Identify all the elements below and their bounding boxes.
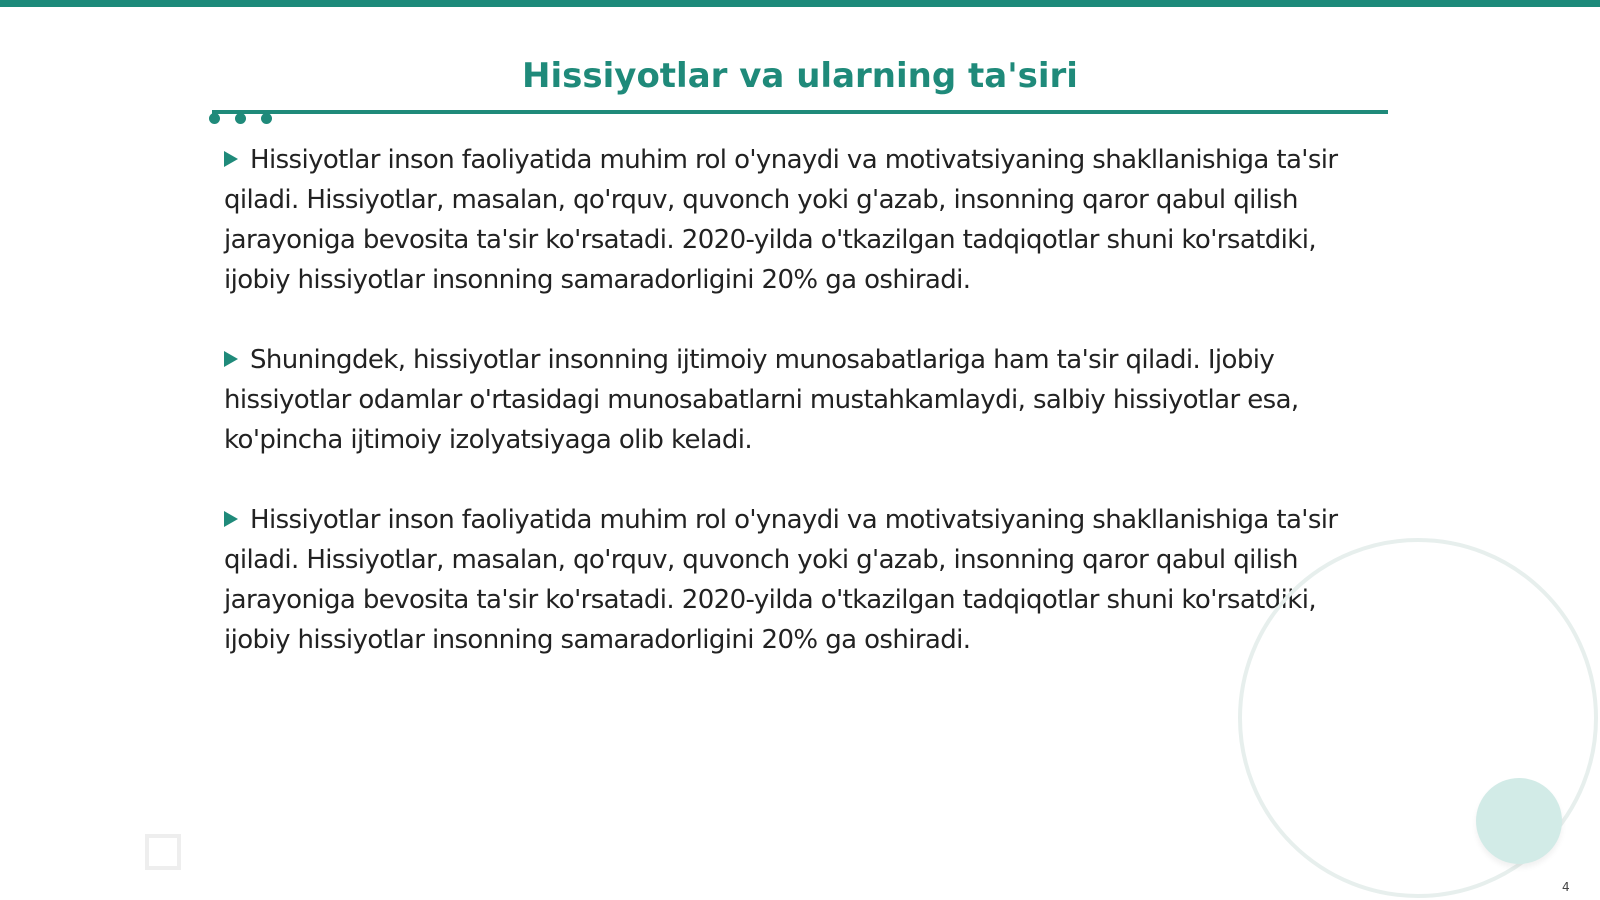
title-underline	[212, 110, 1388, 114]
bullet-item	[224, 500, 1374, 660]
decorative-circle	[1476, 778, 1562, 864]
bullet-list	[224, 140, 1374, 700]
top-accent-bar	[0, 0, 1600, 7]
bullet-item	[224, 140, 1374, 300]
decorative-dot	[261, 113, 272, 124]
decorative-dot	[209, 113, 220, 124]
decorative-square	[145, 834, 181, 870]
triangle-bullet-icon	[224, 151, 238, 167]
page-number: 4	[1562, 880, 1570, 894]
bullet-text: Hissiyotlar inson faoliyatida muhim rol o'ynaydi va motivatsiyaning shakllanishiga ta'sir qiladi. Hissiyotlar, masalan, qo'rquv, quvonch yoki g'azab, insonning qaror qabul qilish jarayoniga bevosita ta'sir ko'rsatadi. 2020-yilda o'tkazilgan tadqiqotlar shuni ko'rsatdiki, ijobiy hissiyotlar insonning samaradorligini 20% ga oshiradi.	[224, 505, 1338, 655]
slide-title: Hissiyotlar va ularning ta'siri	[522, 56, 1078, 96]
bullet-text: Shuningdek, hissiyotlar insonning ijtimoiy munosabatlariga ham ta'sir qiladi. Ijobiy hissiyotlar odamlar o'rtasidagi munosabatlarni mustahkamlaydi, salbiy hissiyotlar esa, ko'pincha ijtimoiy izolyatsiyaga olib keladi.	[224, 345, 1299, 455]
bullet-text: Hissiyotlar inson faoliyatida muhim rol o'ynaydi va motivatsiyaning shakllanishiga ta'sir qiladi. Hissiyotlar, masalan, qo'rquv, quvonch yoki g'azab, insonning qaror qabul qilish jarayoniga bevosita ta'sir ko'rsatadi. 2020-yilda o'tkazilgan tadqiqotlar shuni ko'rsatdiki, ijobiy hissiyotlar insonning samaradorligini 20% ga oshiradi.	[224, 145, 1338, 295]
bullet-item	[224, 340, 1374, 460]
decorative-dot	[235, 113, 246, 124]
triangle-bullet-icon	[224, 511, 238, 527]
triangle-bullet-icon	[224, 351, 238, 367]
